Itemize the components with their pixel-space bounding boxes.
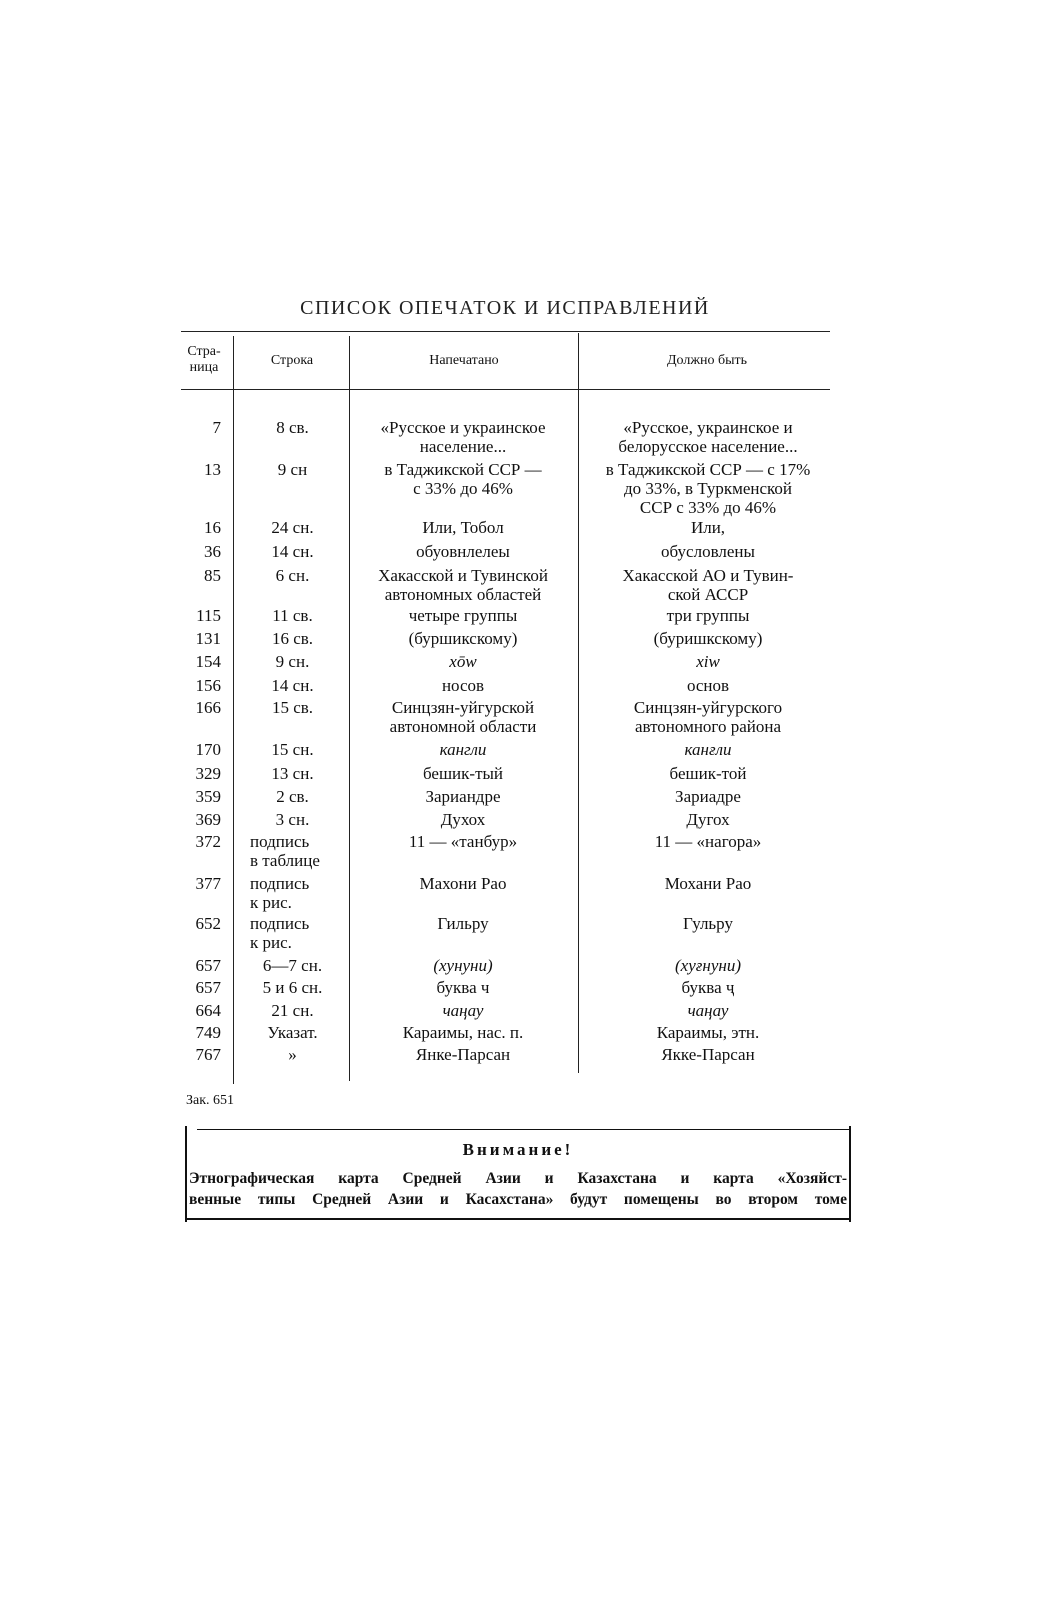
row-printed: xōw	[449, 652, 477, 671]
row-page: 85	[204, 566, 221, 585]
row-line: 21 сн.	[271, 1001, 314, 1020]
row-printed: Караимы, нас. п.	[402, 1023, 524, 1042]
row-printed: Хакасской и Тувинской автономных областей	[378, 566, 548, 604]
row-printed: обуовнлелеы	[416, 542, 510, 561]
row-page: 13	[204, 460, 221, 479]
row-printed: Духох	[440, 810, 486, 829]
row-page: 154	[195, 652, 221, 671]
row-printed: Янке-Парсан	[415, 1045, 511, 1064]
row-printed: буква ч	[436, 978, 490, 997]
row-correct: Дугох	[686, 810, 730, 829]
notice-heading: Внимание!	[462, 1140, 574, 1159]
notice-text	[189, 1168, 847, 1210]
row-line: 15 св.	[271, 698, 314, 717]
row-line: подпись к рис.	[250, 914, 310, 952]
row-correct: Зариадре	[675, 787, 741, 806]
row-page: 16	[204, 518, 221, 537]
notice-box	[185, 1126, 851, 1222]
notice-line-2: венные типы Средней Азии и Касахстана» будут помещены во втором томе	[189, 1191, 847, 1208]
row-page: 170	[195, 740, 221, 759]
row-printed: в Таджикской ССР — с 33% до 46%	[384, 460, 542, 498]
row-correct: Караимы, этн.	[656, 1023, 760, 1042]
header-printed: Напечатано	[429, 353, 499, 368]
row-line: 13 сн.	[271, 764, 314, 783]
row-page: 657	[195, 956, 221, 975]
page-title: СПИСОК ОПЕЧАТОК И ИСПРАВЛЕНИЙ	[300, 297, 710, 319]
row-page: 166	[195, 698, 221, 717]
row-page: 664	[195, 1001, 221, 1020]
row-line: Указат.	[267, 1023, 318, 1042]
row-printed: (буршикскому)	[408, 629, 518, 648]
row-printed: (хунуни)	[433, 956, 493, 975]
row-printed: 11 — «танбур»	[408, 832, 518, 851]
row-printed: носов	[441, 676, 485, 695]
row-page: 652	[195, 914, 221, 933]
row-printed: кангли	[439, 740, 487, 759]
row-correct: обусловлены	[661, 542, 755, 561]
row-line: 11 св.	[272, 606, 313, 625]
row-correct: 11 — «нагора»	[654, 832, 762, 851]
column-divider	[578, 333, 579, 1073]
table-header-rule	[181, 389, 830, 390]
row-line: 16 св.	[271, 629, 314, 648]
table-top-rule	[181, 331, 830, 332]
row-line: 6—7 сн.	[262, 956, 323, 975]
row-page: 372	[195, 832, 221, 851]
row-correct: канғли	[684, 740, 732, 759]
row-line: 24 сн.	[271, 518, 314, 537]
row-correct: Синцзян-уйгурского автономного района	[633, 698, 783, 736]
row-printed: Синцзян-уйгурской автономной области	[389, 698, 537, 736]
row-line: подпись к рис.	[250, 874, 310, 912]
row-correct: основ	[686, 676, 730, 695]
row-correct: Или,	[690, 518, 726, 537]
row-correct: Мохани Рао	[664, 874, 752, 893]
row-correct: Гульру	[683, 914, 733, 933]
row-page: 156	[195, 676, 221, 695]
row-page: 36	[204, 542, 221, 561]
row-page: 359	[195, 787, 221, 806]
column-divider	[233, 336, 234, 1084]
row-correct: буква ҷ	[681, 978, 735, 997]
row-line: 5 и 6 сн.	[262, 978, 323, 997]
row-page: 767	[195, 1045, 221, 1064]
header-correct: Должно быть	[666, 353, 748, 368]
row-line: 3 сн.	[275, 810, 310, 829]
row-line: 14 сн.	[271, 542, 314, 561]
row-correct: Якке-Парсан	[661, 1045, 755, 1064]
row-printed: бешик-тый	[422, 764, 504, 783]
row-correct: бешик-той	[669, 764, 747, 783]
header-page-line1: Стра-	[187, 344, 221, 359]
row-line: »	[288, 1045, 297, 1064]
row-correct: «Русское, украинское и белорусское население...	[618, 418, 798, 456]
row-correct: (буришкскому)	[653, 629, 763, 648]
row-line: 2 св.	[276, 787, 309, 806]
row-correct: три группы	[666, 606, 750, 625]
header-page-line2: ница	[189, 360, 219, 375]
row-line: 14 сн.	[271, 676, 314, 695]
row-line: 6 сн.	[275, 566, 310, 585]
order-number: Зак. 651	[186, 1093, 235, 1108]
row-page: 329	[195, 764, 221, 783]
header-page	[181, 344, 227, 376]
row-printed: Или, Тобол	[422, 518, 504, 537]
row-line: 9 сн.	[275, 652, 310, 671]
row-page: 369	[195, 810, 221, 829]
row-printed: «Русское и украинское население...	[380, 418, 546, 456]
row-correct: Хакасской АО и Тувин- ской АССР	[622, 566, 794, 604]
notice-top-rule	[197, 1129, 849, 1130]
row-line: 15 сн.	[271, 740, 314, 759]
row-line: 9 сн	[277, 460, 308, 479]
notice-line-1: Этнографическая карта Средней Азии и Казахстана и карта «Хозяйст-	[189, 1170, 847, 1187]
row-printed: Махони Рао	[419, 874, 507, 893]
row-correct: в Таджикской ССР — с 17% до 33%, в Туркменской ССР с 33% до 46%	[605, 460, 811, 517]
row-line: 8 св.	[276, 418, 309, 437]
row-page: 657	[195, 978, 221, 997]
header-line: Строка	[270, 353, 314, 368]
row-line: подпись в таблице	[250, 832, 320, 870]
row-printed: Гильру	[437, 914, 489, 933]
row-page: 115	[196, 606, 221, 625]
row-correct: (хуғнуни)	[675, 956, 741, 975]
row-page: 377	[195, 874, 221, 893]
row-printed: Зариандре	[425, 787, 501, 806]
row-page: 131	[195, 629, 221, 648]
row-printed: чаңау	[442, 1001, 484, 1020]
row-page: 7	[212, 418, 221, 437]
row-page: 749	[195, 1023, 221, 1042]
row-printed: четыре группы	[408, 606, 518, 625]
notice-bottom-rule	[187, 1218, 849, 1220]
row-correct: чаңау	[687, 1001, 729, 1020]
row-correct: xiw	[696, 652, 720, 671]
